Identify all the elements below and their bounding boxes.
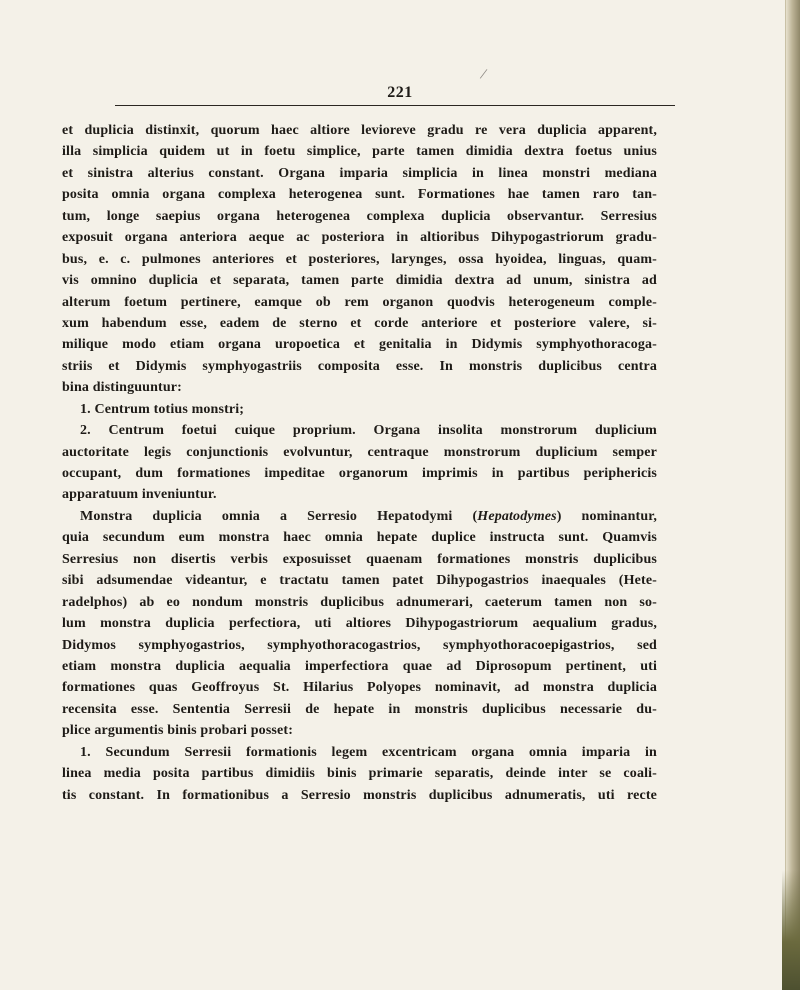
text-line: Serresius non disertis verbis exposuisset quaenam formationes monstris duplicibus [62, 551, 657, 567]
text-line: etiam monstra duplicia aequalia imperfectiora quae ad Diprosopum pertinent, uti [62, 658, 657, 674]
text-line: occupant, dum formationes impeditae organorum imprimis in partibus periphericis [62, 466, 657, 481]
page-corner-stain [782, 870, 800, 990]
text-line: lum monstra duplicia perfectiora, uti altiores Dihypogastriorum aequalium gradus, [62, 616, 657, 632]
body-text [62, 120, 657, 806]
text-line: sibi adsumendae videantur, e tractatu tamen patet Dihypogastrios inaequales (Hete- [62, 573, 657, 589]
text-line: bina distinguuntur: [62, 380, 182, 396]
text-line: posita omnia organa complexa heterogenea sunt. Formationes hae tamen raro tan- [62, 187, 657, 203]
list-item: 2. Centrum foetui cuique proprium. Organa insolita monstrorum duplicium [80, 423, 657, 439]
list-item: 1. Centrum totius monstri; [80, 401, 245, 417]
text-line: plice argumentis binis probari posset: [62, 723, 294, 739]
text-segment: Monstra duplicia omnia a Serresio Hepatodymi ( [80, 508, 478, 524]
text-segment: ) [556, 508, 562, 524]
text-line: auctoritate legis conjunctionis evolvuntur, centraque monstrorum duplicium semper [62, 444, 657, 460]
text-line-mixed [62, 506, 657, 527]
text-line: vis omnino duplicia et separata, tamen parte dimidia dextra ad unum, sinistra ad [62, 273, 657, 289]
text-line: illa simplicia quidem ut in foetu simplice, parte tamen dimidia dextra foetus unius [62, 144, 657, 160]
page-number: 221 [387, 84, 413, 101]
text-line: striis et Didymis symphyogastriis composita esse. In monstris duplicibus centra [62, 358, 657, 374]
text-line: apparatuum inveniuntur. [62, 487, 217, 503]
text-line: quia secundum eum monstra haec omnia hepate duplice instructa sunt. Quamvis [62, 530, 657, 546]
text-line: radelphos) ab eo nondum monstris duplicibus adnumerari, caeterum tamen non so- [62, 594, 657, 610]
pencil-mark: / [478, 65, 489, 84]
italic-term: Hepatodymes [477, 508, 557, 524]
list-item: 1. Secundum Serresii formationis legem excentricam organa omnia imparia in [80, 744, 657, 760]
text-line: linea media posita partibus dimidiis binis primarie separatis, deinde inter se coali- [62, 766, 657, 782]
text-line: et sinistra alterius constant. Organa imparia simplicia in linea monstri mediana [62, 165, 657, 181]
page-edge [786, 0, 800, 990]
text-line: Didymos symphyogastrios, symphyothoracogastrios, symphyothoracoepigastrios, sed [62, 637, 657, 653]
text-line: recensita esse. Sententia Serresii de hepate in monstris duplicibus necessarie du- [62, 701, 657, 717]
text-line: et duplicia distinxit, quorum haec altiore levioreve gradu re vera duplicia apparent, [62, 123, 657, 138]
text-line: milique modo etiam organa uropoetica et genitalia in Didymis symphyothoracoga- [62, 337, 657, 353]
text-line: bus, e. c. pulmones anteriores et posteriores, larynges, ossa hyoidea, linguas, quam- [62, 251, 657, 267]
header-rule [115, 105, 675, 106]
text-line: xum habendum esse, eadem de sterno et corde anteriore et posteriore valere, si- [62, 315, 657, 331]
text-segment: nominantur, [561, 508, 657, 524]
page-edge-line [785, 0, 786, 990]
text-line: formationes quas Geoffroyus St. Hilarius Polyopes nominavit, ad monstra duplicia [62, 680, 657, 696]
text-line: exposuit organa anteriora aeque ac posteriora in altioribus Dihypogastriorum gradu- [62, 230, 657, 246]
text-line: alterum foetum pertinere, eamque ob rem organon quodvis heterogeneum comple- [62, 294, 657, 310]
text-line: tum, longe saepius organa heterogenea complexa duplicia observantur. Serresius [62, 208, 657, 224]
text-line: tis constant. In formationibus a Serresio monstris duplicibus adnumeratis, uti recte [62, 787, 657, 803]
